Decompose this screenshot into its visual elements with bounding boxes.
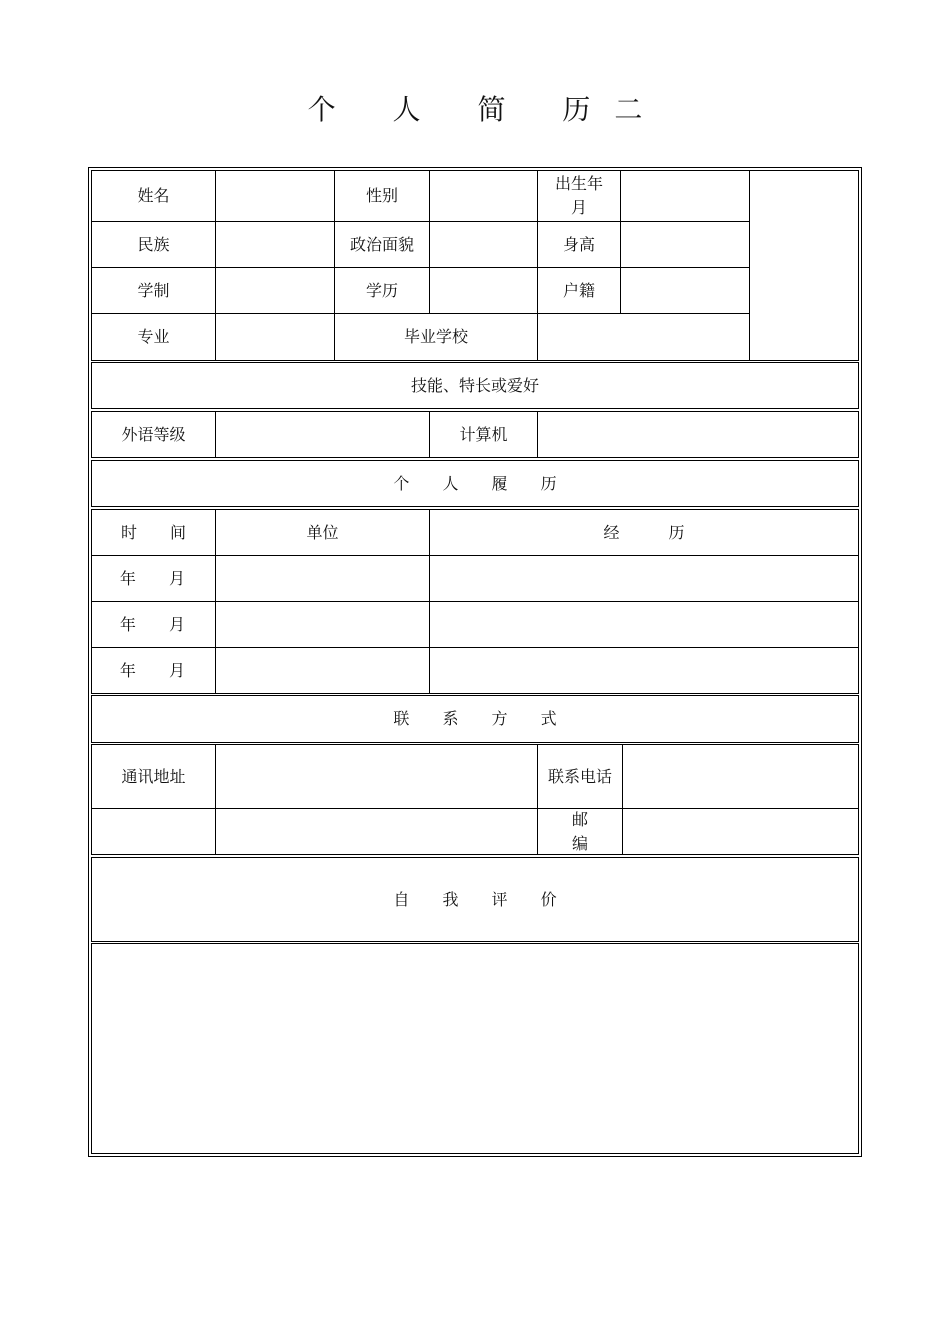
schooling-label: 学制 bbox=[91, 267, 216, 314]
history-row-unit[interactable] bbox=[215, 601, 430, 648]
language-label: 外语等级 bbox=[91, 411, 216, 458]
postcode-label: 邮 编 bbox=[537, 808, 623, 855]
unit-label: 单位 bbox=[215, 509, 430, 556]
address-label: 通讯地址 bbox=[91, 744, 216, 809]
education-label: 学历 bbox=[334, 267, 430, 314]
hukou-label: 户籍 bbox=[537, 267, 621, 314]
gender-label: 性别 bbox=[334, 170, 430, 222]
schooling-field[interactable] bbox=[215, 267, 335, 314]
name-field[interactable] bbox=[215, 170, 335, 222]
history-row-unit[interactable] bbox=[215, 555, 430, 602]
gender-field[interactable] bbox=[429, 170, 538, 222]
education-field[interactable] bbox=[429, 267, 538, 314]
photo-box[interactable] bbox=[749, 170, 859, 361]
birth-field[interactable] bbox=[620, 170, 750, 222]
skills-header: 技能、特长或爱好 bbox=[91, 362, 859, 409]
contact-header: 联 系 方 式 bbox=[91, 695, 859, 743]
major-label: 专业 bbox=[91, 313, 216, 361]
ethnicity-label: 民族 bbox=[91, 221, 216, 268]
school-field[interactable] bbox=[537, 313, 750, 361]
history-row-date: 年 月 bbox=[91, 601, 216, 648]
phone-field[interactable] bbox=[622, 744, 859, 809]
history-row-experience[interactable] bbox=[429, 601, 859, 648]
height-field[interactable] bbox=[620, 221, 750, 268]
address-field[interactable] bbox=[215, 744, 538, 809]
political-label: 政治面貌 bbox=[334, 221, 430, 268]
history-row-date: 年 月 bbox=[91, 647, 216, 694]
ethnicity-field[interactable] bbox=[215, 221, 335, 268]
time-label: 时 间 bbox=[91, 509, 216, 556]
postcode-field[interactable] bbox=[622, 808, 859, 855]
page-title: 个 人 简 历二 bbox=[307, 93, 667, 126]
birth-label: 出生年月 bbox=[537, 170, 621, 222]
history-row-experience[interactable] bbox=[429, 555, 859, 602]
height-label: 身高 bbox=[537, 221, 621, 268]
history-row-date: 年 月 bbox=[91, 555, 216, 602]
history-header: 个 人 履 历 bbox=[91, 460, 859, 507]
political-field[interactable] bbox=[429, 221, 538, 268]
hukou-field[interactable] bbox=[620, 267, 750, 314]
name-label: 姓名 bbox=[91, 170, 216, 222]
computer-label: 计算机 bbox=[429, 411, 538, 458]
contact-extra-label[interactable] bbox=[91, 808, 216, 855]
computer-field[interactable] bbox=[537, 411, 859, 458]
experience-label: 经 历 bbox=[429, 509, 859, 556]
language-field[interactable] bbox=[215, 411, 430, 458]
school-label: 毕业学校 bbox=[334, 313, 538, 361]
major-field[interactable] bbox=[215, 313, 335, 361]
self-eval-header: 自 我 评 价 bbox=[91, 857, 859, 942]
contact-extra-field[interactable] bbox=[215, 808, 538, 855]
history-row-experience[interactable] bbox=[429, 647, 859, 694]
self-eval-field[interactable] bbox=[91, 943, 859, 1154]
phone-label: 联系电话 bbox=[537, 744, 623, 809]
history-row-unit[interactable] bbox=[215, 647, 430, 694]
